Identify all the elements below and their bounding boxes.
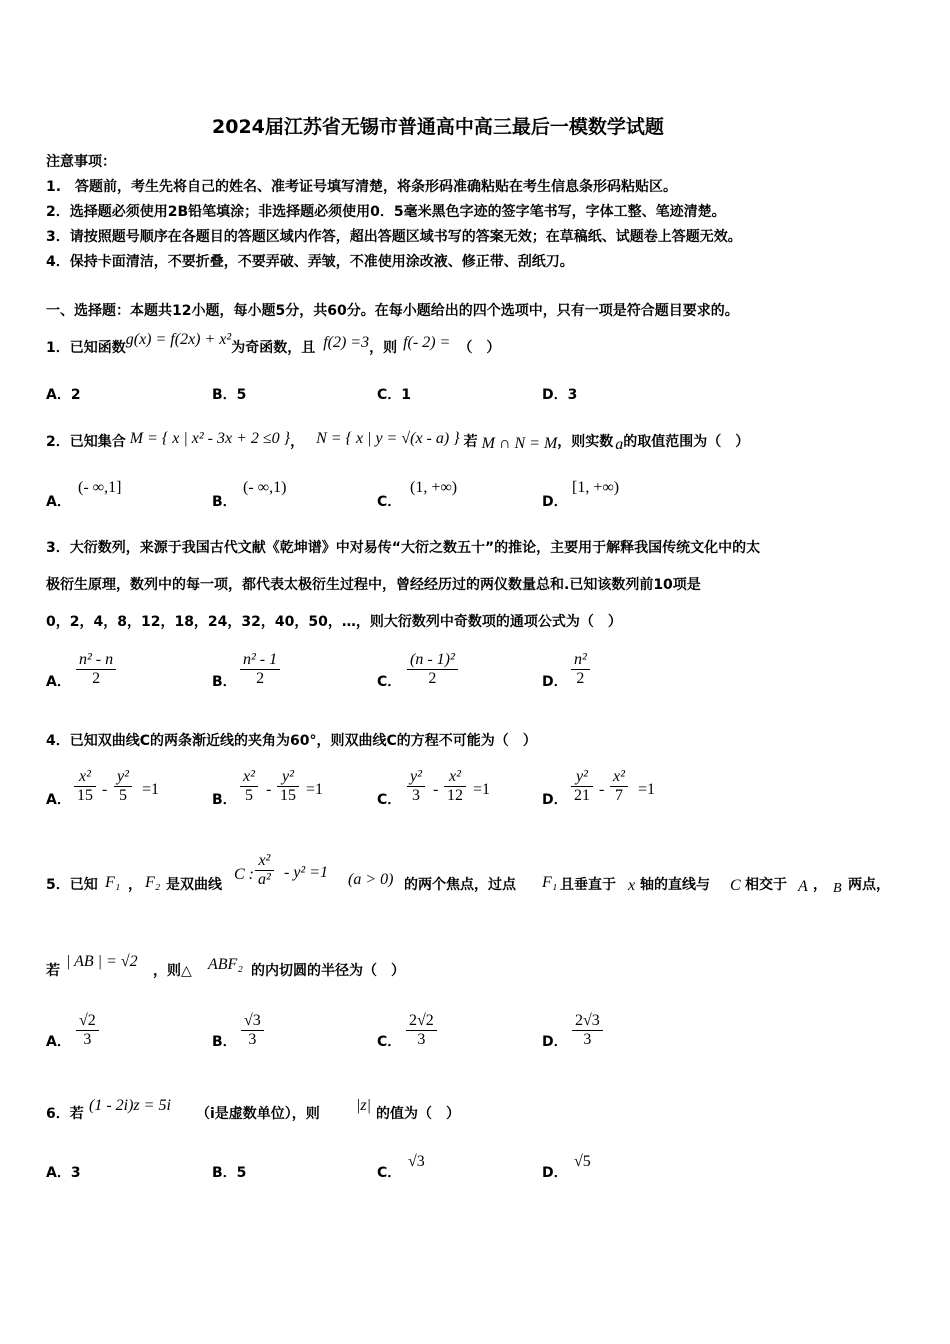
q3-d-num: n²	[571, 651, 590, 670]
q4-c-n2: x²	[444, 768, 466, 787]
q5-f1: F₁	[105, 874, 121, 891]
q4-c-frac1	[407, 768, 425, 805]
q3-b-den: 2	[256, 670, 265, 687]
q4-b-n2: y²	[277, 768, 299, 787]
q5-a-den: 3	[83, 1031, 92, 1048]
q5-triangle: ABF₂	[208, 956, 243, 973]
q2-mid: 若	[463, 434, 478, 450]
q6-tail: 的值为（ ）	[376, 1106, 460, 1122]
q2-option-d-expr: [1, +∞)	[572, 479, 620, 496]
q5-option-c[interactable]: C．	[377, 1034, 402, 1050]
q1-stem	[46, 331, 501, 357]
q3-option-c[interactable]: C．	[377, 674, 402, 690]
q3-a-den: 2	[92, 670, 101, 687]
q5-mid4: 轴的直线与	[640, 877, 710, 893]
q4-option-a[interactable]: A．	[46, 792, 71, 808]
q5-line2-pre: 若	[46, 963, 60, 979]
q5-a-num: √2	[76, 1012, 99, 1031]
q5-pre: 5．已知	[46, 877, 98, 893]
q5-option-a-frac	[76, 1012, 99, 1049]
q6-abs: |z|	[356, 1097, 372, 1114]
q4-a-frac1	[74, 768, 96, 805]
q2-option-a[interactable]	[46, 493, 71, 511]
notice-item-2: 2．选择题必须使用2B铅笔填涂；非选择题必须使用0．5毫米黑色字迹的签字笔书写，字体工整、笔迹清楚。	[46, 204, 726, 220]
notice-item-4: 4．保持卡面清洁，不要折叠，不要弄破、弄皱，不准使用涂改液、修正带、刮纸刀。	[46, 254, 574, 270]
q5-tail: 两点，	[848, 877, 890, 893]
q4-option-d[interactable]: D．	[542, 792, 568, 808]
q6-mid: （i是虚数单位），则	[196, 1106, 320, 1122]
q1-condition: f(2) =3	[323, 334, 370, 351]
q5-curve-post: - y² =1	[284, 864, 329, 881]
q1-option-a[interactable]: A．2	[46, 387, 81, 403]
q2-option-a-expr: (- ∞,1]	[78, 479, 122, 496]
q1-mid2: ，则	[369, 340, 398, 356]
q5-mid: 是双曲线	[166, 877, 222, 893]
q3-option-a[interactable]: A．	[46, 674, 71, 690]
q5-option-d[interactable]: D．	[542, 1034, 568, 1050]
q2-comma: ，	[290, 434, 305, 450]
q4-a-minus: -	[102, 781, 108, 798]
q4-d-rhs: =1	[638, 781, 656, 798]
q5-sep2: ，	[813, 877, 827, 893]
q5-c-den: 3	[417, 1031, 426, 1048]
q5-curve-num: x²	[255, 852, 274, 871]
q5-d-den: 3	[583, 1031, 592, 1048]
q3-b-num: n² - 1	[240, 651, 280, 670]
q5-x: x	[628, 877, 636, 894]
q3-option-b-frac	[240, 651, 280, 688]
q3-a-num: n² - n	[76, 651, 116, 670]
q4-b-d1: 5	[244, 787, 253, 804]
q6-option-b[interactable]: B．5	[212, 1165, 247, 1181]
q2-option-a-label: A．	[46, 494, 71, 510]
q4-d-n1: y²	[571, 768, 593, 787]
q5-f2: F₂	[145, 874, 161, 891]
q2-mid2: ，则实数	[557, 434, 614, 450]
q4-c-n1: y²	[407, 768, 425, 787]
q5-sep: ，	[128, 877, 142, 893]
q5-curve-pre: C :	[234, 866, 254, 883]
q1-function: g(x) = f(2x) + x²	[125, 331, 232, 348]
q4-c-frac2	[444, 768, 466, 805]
q3-d-den: 2	[576, 670, 585, 687]
q4-c-minus: -	[433, 781, 439, 798]
q2-stem	[46, 430, 750, 453]
q6-option-a[interactable]: A．3	[46, 1165, 81, 1181]
q6-equation: (1 - 2i)z = 5i	[89, 1097, 171, 1114]
q1-mid: 为奇函数，且	[231, 340, 316, 356]
notice-item-1: 1. 答题前，考生先将自己的姓名、准考证号填写清楚，将条形码准确粘贴在考生信息条形码粘贴区。	[46, 179, 678, 195]
q2-condition: M ∩ N = M	[481, 435, 558, 452]
q5-line2-tail: 的内切圆的半径为（ ）	[251, 963, 405, 979]
q5-c-num: 2√2	[406, 1012, 437, 1031]
q1-ask: f(- 2) =	[403, 334, 451, 351]
q5-b: B	[833, 881, 842, 896]
q6-option-d[interactable]: D．	[542, 1165, 568, 1181]
q5-f1b: F₁	[542, 874, 558, 891]
q2-option-c[interactable]	[377, 493, 401, 511]
q3-c-den: 2	[428, 670, 437, 687]
q4-d-d1: 21	[574, 787, 590, 804]
q4-b-frac2	[277, 768, 299, 805]
q1-pre: 1．已知函数	[46, 340, 126, 356]
q2-option-d-label: D．	[542, 494, 568, 510]
q5-b-num: √3	[241, 1012, 264, 1031]
q2-option-b-label: B．	[212, 494, 237, 510]
q5-a: A	[798, 878, 808, 895]
q6-option-c-expr: √3	[408, 1153, 425, 1170]
q2-option-c-label: C．	[377, 494, 402, 510]
q4-option-c[interactable]: C．	[377, 792, 402, 808]
q4-a-d2: 5	[118, 787, 127, 804]
q2-var: a	[615, 436, 624, 453]
q5-line2-mid: ，则△	[153, 963, 192, 979]
q5-option-a[interactable]: A．	[46, 1034, 71, 1050]
q4-a-d1: 15	[77, 787, 93, 804]
q4-b-rhs: =1	[306, 781, 324, 798]
q4-a-n1: x²	[74, 768, 96, 787]
section-heading: 一、选择题：本题共12小题，每小题5分，共60分。在每小题给出的四个选项中，只有一项是符合题目要求的。	[46, 303, 739, 319]
q4-a-frac2	[114, 768, 132, 805]
q4-c-rhs: =1	[473, 781, 491, 798]
q5-option-c-frac	[406, 1012, 437, 1049]
q4-c-d1: 3	[411, 787, 420, 804]
q3-option-d[interactable]: D．	[542, 674, 568, 690]
q3-option-d-frac	[571, 651, 590, 688]
q2-option-d[interactable]	[542, 493, 568, 511]
q4-a-n2: y²	[114, 768, 132, 787]
q5-mid3: 且垂直于	[560, 877, 616, 893]
q5-curve-frac	[255, 852, 274, 889]
q4-a-rhs: =1	[142, 781, 160, 798]
q5-cond: (a > 0)	[348, 871, 394, 888]
q5-option-d-frac	[572, 1012, 603, 1049]
q2-option-b-expr: (- ∞,1)	[243, 479, 287, 496]
q4-b-minus: -	[266, 781, 272, 798]
notice-heading: 注意事项：	[46, 154, 116, 170]
q3-line-3: 0，2，4，8，12，18，24，32，40，50，…，则大衍数列中奇数项的通项公式为（ ）	[46, 614, 622, 630]
q2-option-b[interactable]	[212, 493, 237, 511]
q4-d-d2: 7	[614, 787, 623, 804]
q3-option-a-frac	[76, 651, 116, 688]
q5-d-num: 2√3	[572, 1012, 603, 1031]
q5-option-b[interactable]: B．	[212, 1034, 237, 1050]
q5-curve-den: a²	[258, 871, 271, 888]
q1-option-d[interactable]: D．3	[542, 387, 578, 403]
q2-set-m: M = { x | x² - 3x + 2 ≤0 }	[129, 430, 291, 447]
q1-paren: （ ）	[458, 340, 501, 356]
q3-line-2: 极衍生原理，数列中的每一项，都代表太极衍生过程中，曾经经历过的两仪数量总和.已知该数列前10项是	[46, 577, 701, 593]
q6-option-c[interactable]: C．	[377, 1165, 402, 1181]
q4-c-d2: 12	[447, 787, 463, 804]
q4-d-n2: x²	[610, 768, 628, 787]
q4-b-frac1	[240, 768, 258, 805]
q5-ab: | AB | = √2	[66, 953, 138, 970]
q2-option-c-expr: (1, +∞)	[410, 479, 458, 496]
q4-d-frac2	[610, 768, 628, 805]
q5-b-den: 3	[248, 1031, 257, 1048]
q6-pre: 6．若	[46, 1106, 84, 1122]
q6-option-d-expr: √5	[574, 1153, 591, 1170]
notice-item-3: 3．请按照题号顺序在各题目的答题区域内作答，超出答题区域书写的答案无效；在草稿纸、试题卷上答题无效。	[46, 229, 742, 245]
q2-set-n: N = { x | y = √(x - a) }	[316, 430, 460, 447]
q3-option-c-frac	[407, 651, 458, 688]
page-title: 2024届江苏省无锡市普通高中高三最后一模数学试题	[212, 116, 664, 138]
q4-d-minus: -	[599, 781, 605, 798]
q5-mid5: 相交于	[745, 877, 787, 893]
q2-tail: 的取值范围为（ ）	[623, 434, 750, 450]
q5-c: C	[730, 877, 741, 894]
q4-d-frac1	[571, 768, 593, 805]
q1-option-c[interactable]: C．1	[377, 387, 412, 403]
q1-option-b[interactable]: B．5	[212, 387, 247, 403]
q3-option-b[interactable]: B．	[212, 674, 237, 690]
q5-mid2: 的两个焦点，过点	[404, 877, 516, 893]
q4-b-d2: 15	[280, 787, 296, 804]
q5-option-b-frac	[241, 1012, 264, 1049]
q4-stem: 4．已知双曲线C的两条渐近线的夹角为60°，则双曲线C的方程不可能为（ ）	[46, 733, 537, 749]
q3-c-num: (n - 1)²	[407, 651, 458, 670]
q4-b-n1: x²	[240, 768, 258, 787]
q4-option-b[interactable]: B．	[212, 792, 237, 808]
q3-line-1: 3．大衍数列，来源于我国古代文献《乾坤谱》中对易传“大衍之数五十”的推论，主要用于解释我国传统文化中的太	[46, 540, 761, 556]
q2-pre: 2．已知集合	[46, 434, 126, 450]
